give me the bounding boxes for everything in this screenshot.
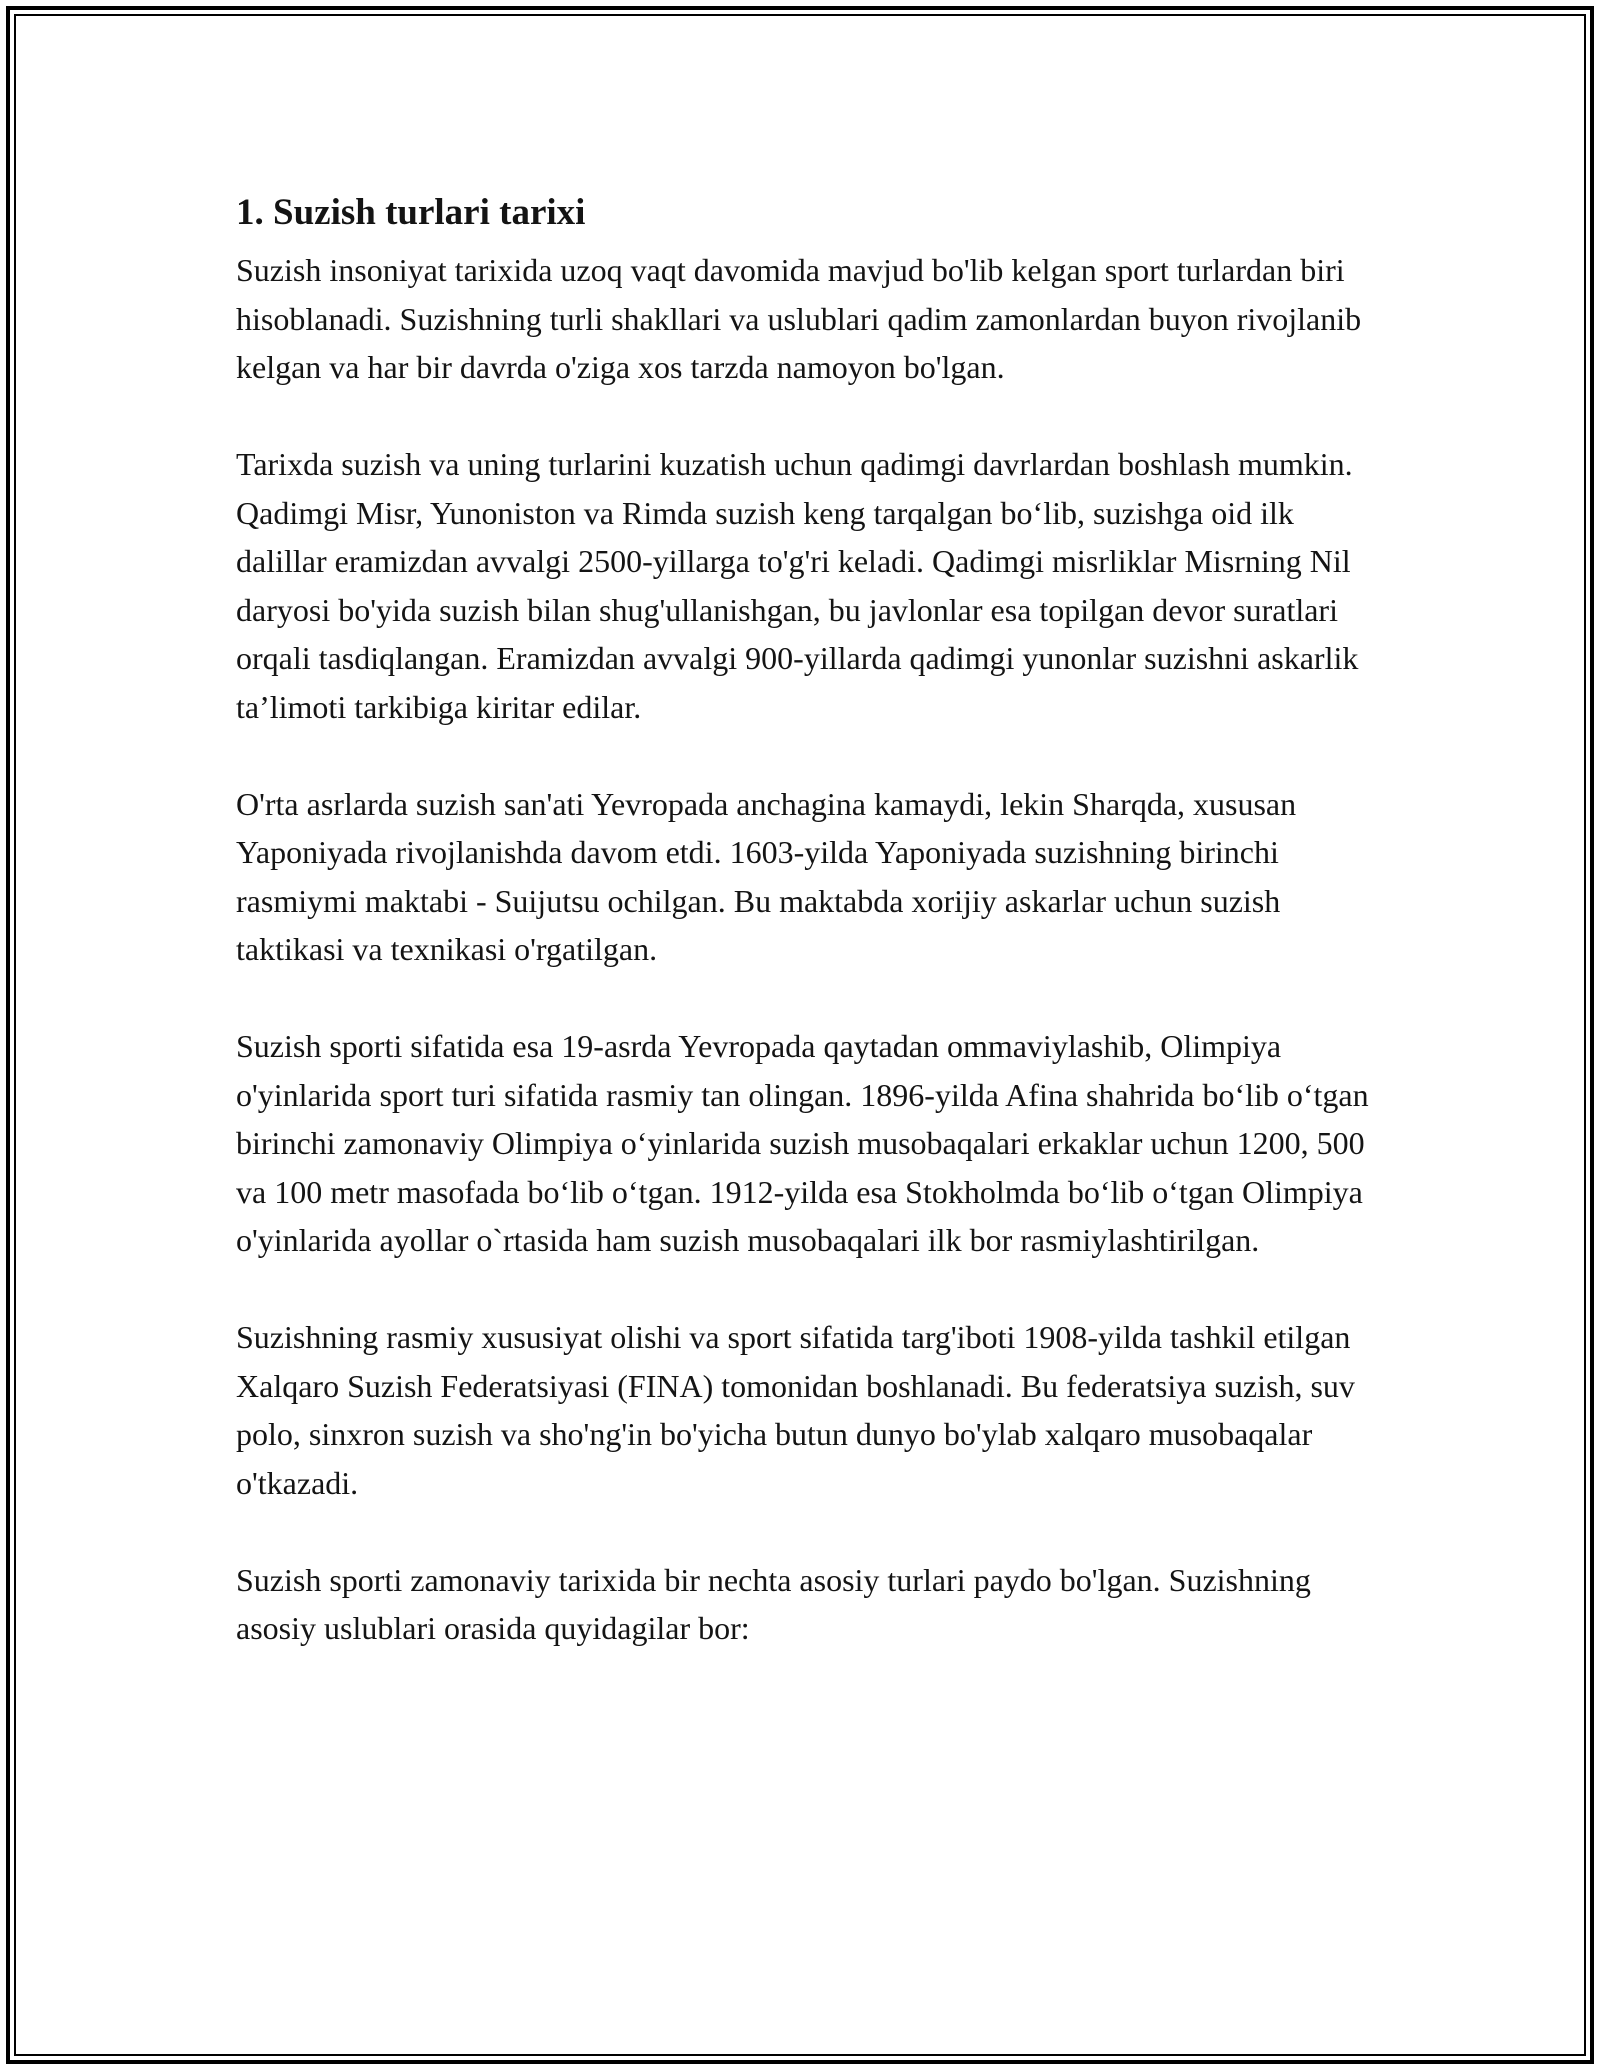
paragraph-ancient-history: Tarixda suzish va uning turlarini kuzatish uchun qadimgi davrlardan boshlash mumkin. Qadimgi Misr, Yunoniston va Rimda suzish keng tarqalgan bo‘lib, suzishga oid ilk dalillar eramizdan avvalgi 2500-yillarga to'g'ri keladi. Qadimgi misrliklar Misrning Nil daryosi bo'yida suzish bilan shug'ullanishgan, bu javlonlar esa topilgan devor suratlari orqali tasdiqlangan. Eramizdan avvalgi 900-yillarda qadimgi yunonlar suzishni askarlik ta’limoti tarkibiga kiritar edilar.	[236, 446, 1359, 725]
paragraph-intro: Suzish insoniyat tarixida uzoq vaqt davomida mavjud bo'lib kelgan sport turlardan biri hisoblanadi. Suzishning turli shakllari va uslublari qadim zamonlardan buyon rivojlanib kelgan va har bir davrda o'ziga xos tarzda namoyon bo'lgan.	[236, 252, 1362, 385]
section-heading: 1. Suzish turlari tarixi	[236, 192, 586, 233]
paragraph-fina: Suzishning rasmiy xususiyat olishi va sport sifatida targ'iboti 1908-yilda tashkil etilgan Xalqaro Suzish Federatsiyasi (FINA) tomonidan boshlanadi. Bu federatsiya suzish, suv polo, sinxron suzish va sho'ng'in bo'yicha butun dunyo bo'ylab xalqaro musobaqalar o'tkazadi.	[236, 1319, 1355, 1501]
document-body	[236, 186, 1386, 1701]
paragraph-olympics: Suzish sporti sifatida esa 19-asrda Yevropada qaytadan ommaviylashib, Olimpiya o'yinlarida sport turi sifatida rasmiy tan olingan. 1896-yilda Afina shahrida bo‘lib o‘tgan birinchi zamonaviy Olimpiya o‘yinlarida suzish musobaqalari erkaklar uchun 1200, 500 va 100 metr masofada bo‘lib o‘tgan. 1912-yilda esa Stokholmda bo‘lib o‘tgan Olimpiya o'yinlarida ayollar o`rtasida ham suzish musobaqalari ilk bor rasmiylashtirilgan.	[236, 1028, 1369, 1258]
paragraph-styles-intro: Suzish sporti zamonaviy tarixida bir nechta asosiy turlari paydo bo'lgan. Suzishning asosiy uslublari orasida quyidagilar bor:	[236, 1561, 1311, 1646]
paragraph-middle-ages: O'rta asrlarda suzish san'ati Yevropada anchagina kamaydi, lekin Sharqda, xususan Yaponiyada rivojlanishda davom etdi. 1603-yilda Yaponiyada suzishning birinchi rasmiymi maktabi - Suijutsu ochilgan. Bu maktabda xorijiy askarlar uchun suzish taktikasi va texnikasi o'rgatilgan.	[236, 785, 1297, 967]
